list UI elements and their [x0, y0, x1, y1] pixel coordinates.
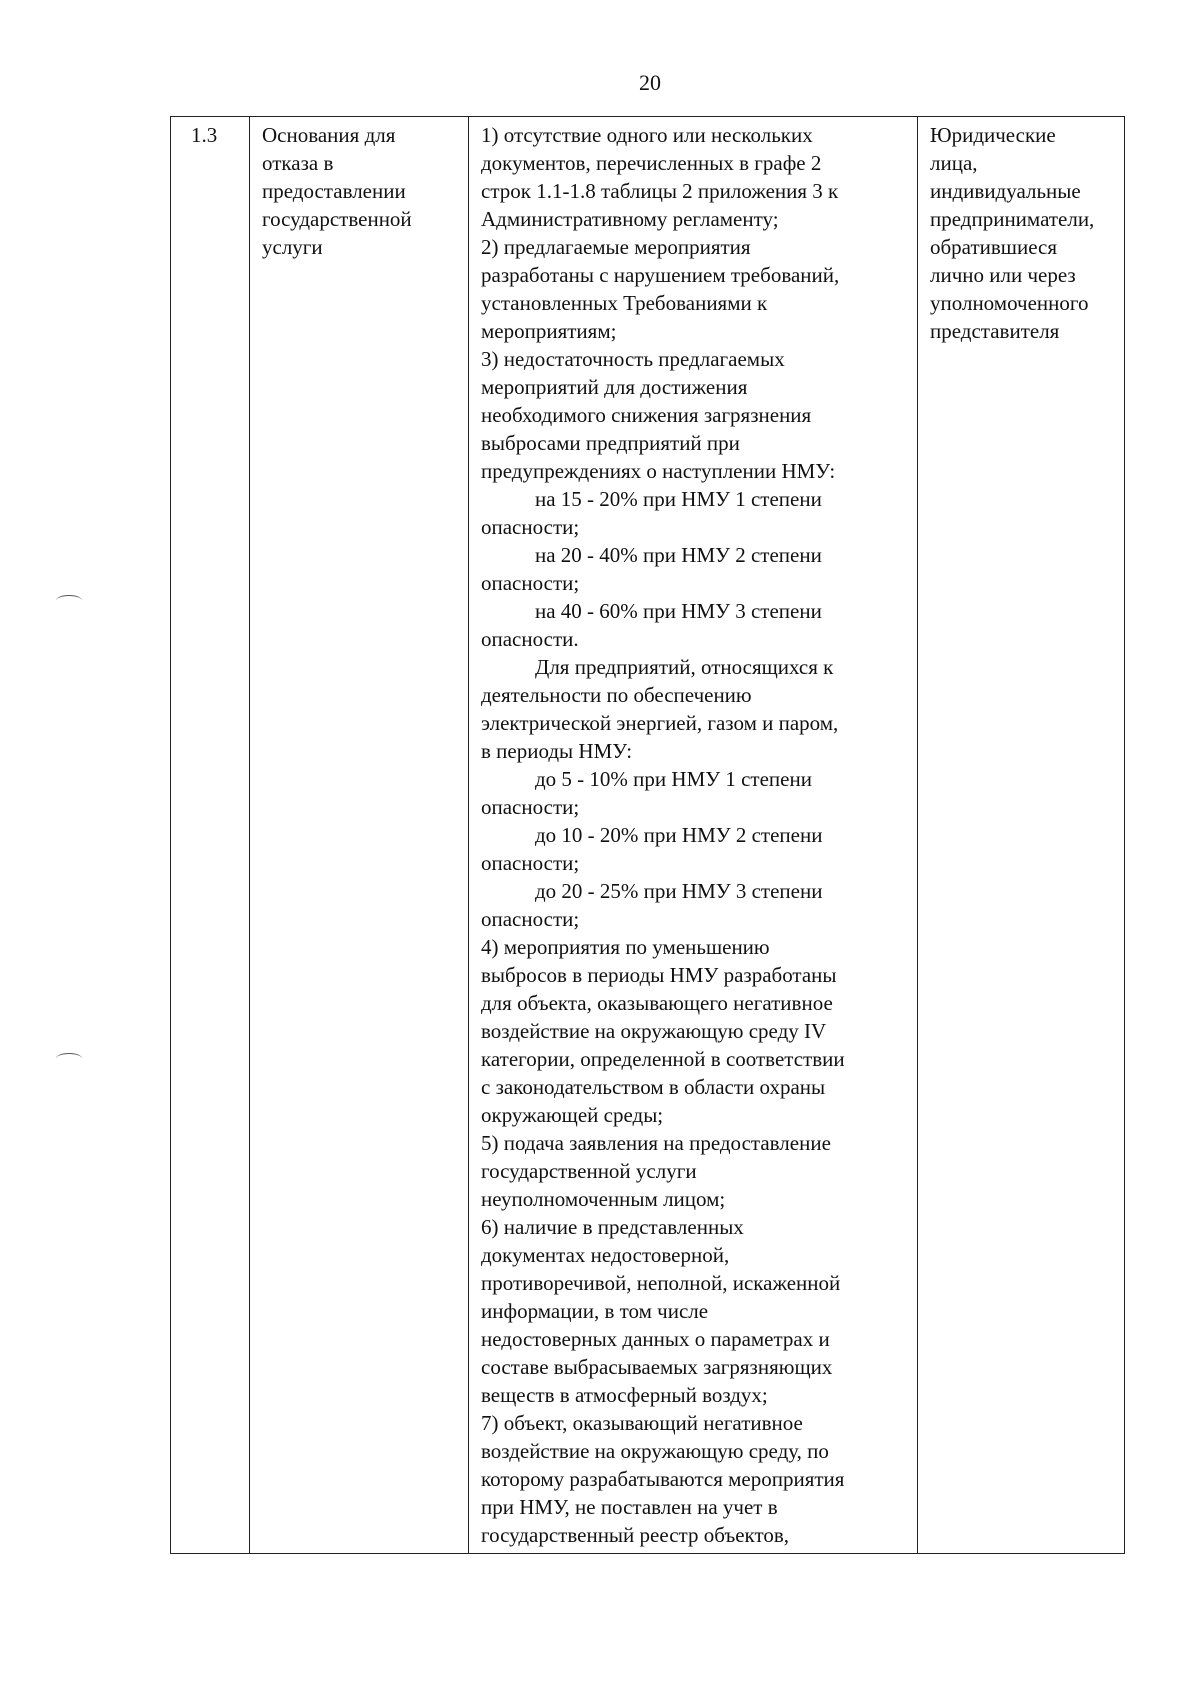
grounds-line: опасности.	[481, 627, 579, 651]
grounds-line: разработаны с нарушением требований,	[481, 263, 840, 287]
grounds-line: для объекта, оказывающего негативное	[481, 991, 833, 1015]
applicants-line: Юридические	[930, 123, 1056, 147]
grounds-line: государственной услуги	[481, 1159, 697, 1183]
applicants-line: лица,	[930, 151, 978, 175]
grounds-line: мероприятиям;	[481, 319, 617, 343]
grounds-line: деятельности по обеспечению	[481, 683, 752, 707]
grounds-line: 1) отсутствие одного или нескольких	[481, 123, 813, 147]
grounds-table	[170, 116, 1125, 1554]
grounds-line: с законодательством в области охраны	[481, 1075, 826, 1099]
row-title-line: отказа в	[262, 151, 334, 175]
grounds-line: Для предприятий, относящихся к	[535, 655, 834, 679]
applicants-line: предприниматели,	[930, 207, 1095, 231]
grounds-line: документах недостоверной,	[481, 1243, 730, 1267]
row-title-line: услуги	[262, 235, 323, 259]
applicants-line: обратившиеся	[930, 235, 1058, 259]
grounds-line: документов, перечисленных в графе 2	[481, 151, 822, 175]
row-title-text	[262, 121, 462, 261]
grounds-line: категории, определенной в соответствии	[481, 1047, 845, 1071]
grounds-line: опасности;	[481, 851, 580, 875]
grounds-line: электрической энергией, газом и паром,	[481, 711, 839, 735]
grounds-line: 6) наличие в представленных	[481, 1215, 744, 1239]
applicants-line: лично или через	[930, 263, 1076, 287]
grounds-line: до 10 - 20% при НМУ 2 степени	[535, 823, 823, 847]
grounds-line: воздействие на окружающую среду, по	[481, 1439, 829, 1463]
grounds-line: воздействие на окружающую среду IV	[481, 1019, 827, 1043]
grounds-cell	[469, 117, 918, 1554]
grounds-line: в периоды НМУ:	[481, 739, 633, 763]
grounds-line: необходимого снижения загрязнения	[481, 403, 812, 427]
grounds-line: 5) подача заявления на предоставление	[481, 1131, 831, 1155]
row-title-line: государственной	[262, 207, 412, 231]
grounds-line: информации, в том числе	[481, 1299, 709, 1323]
table-row	[171, 117, 1125, 1554]
grounds-line: окружающей среды;	[481, 1103, 664, 1127]
grounds-line: составе выбрасываемых загрязняющих	[481, 1355, 833, 1379]
grounds-line: выбросов в периоды НМУ разработаны	[481, 963, 837, 987]
grounds-line: мероприятий для достижения	[481, 375, 748, 399]
grounds-line: 2) предлагаемые мероприятия	[481, 235, 751, 259]
grounds-line: установленных Требованиями к	[481, 291, 768, 315]
applicants-line: представителя	[930, 319, 1060, 343]
margin-mark-upper	[56, 595, 82, 606]
page-number: 20	[639, 70, 661, 95]
grounds-line: при НМУ, не поставлен на учет в	[481, 1495, 778, 1519]
grounds-line: государственный реестр объектов,	[481, 1523, 790, 1547]
grounds-line: противоречивой, неполной, искаженной	[481, 1271, 841, 1295]
row-title-line: Основания для	[262, 123, 396, 147]
grounds-line: которому разрабатываются мероприятия	[481, 1467, 845, 1491]
grounds-line: опасности;	[481, 907, 580, 931]
margin-mark-lower	[56, 1053, 82, 1064]
grounds-line: на 40 - 60% при НМУ 3 степени	[535, 599, 822, 623]
grounds-line: Административному регламенту;	[481, 207, 779, 231]
grounds-line: на 20 - 40% при НМУ 2 степени	[535, 543, 822, 567]
grounds-line: 4) мероприятия по уменьшению	[481, 935, 770, 959]
grounds-line: опасности;	[481, 515, 580, 539]
grounds-text	[481, 121, 909, 1549]
grounds-line: на 15 - 20% при НМУ 1 степени	[535, 487, 822, 511]
applicants-text	[930, 121, 1118, 345]
grounds-line: до 20 - 25% при НМУ 3 степени	[535, 879, 823, 903]
grounds-line: 3) недостаточность предлагаемых	[481, 347, 785, 371]
applicants-cell	[918, 117, 1125, 1554]
grounds-line: опасности;	[481, 795, 580, 819]
grounds-line: недостоверных данных о параметрах и	[481, 1327, 830, 1351]
row-title-line: предоставлении	[262, 179, 406, 203]
grounds-line: предупреждениях о наступлении НМУ:	[481, 459, 836, 483]
grounds-line: веществ в атмосферный воздух;	[481, 1383, 768, 1407]
grounds-line: неуполномоченным лицом;	[481, 1187, 726, 1211]
grounds-line: строк 1.1-1.8 таблицы 2 приложения 3 к	[481, 179, 839, 203]
row-title-cell	[250, 117, 469, 1554]
grounds-line: 7) объект, оказывающий негативное	[481, 1411, 803, 1435]
grounds-line: выбросами предприятий при	[481, 431, 740, 455]
grounds-line: до 5 - 10% при НМУ 1 степени	[535, 767, 812, 791]
applicants-line: уполномоченного	[930, 291, 1089, 315]
grounds-line: опасности;	[481, 571, 580, 595]
applicants-line: индивидуальные	[930, 179, 1081, 203]
row-number-cell: 1.3	[171, 117, 250, 1554]
